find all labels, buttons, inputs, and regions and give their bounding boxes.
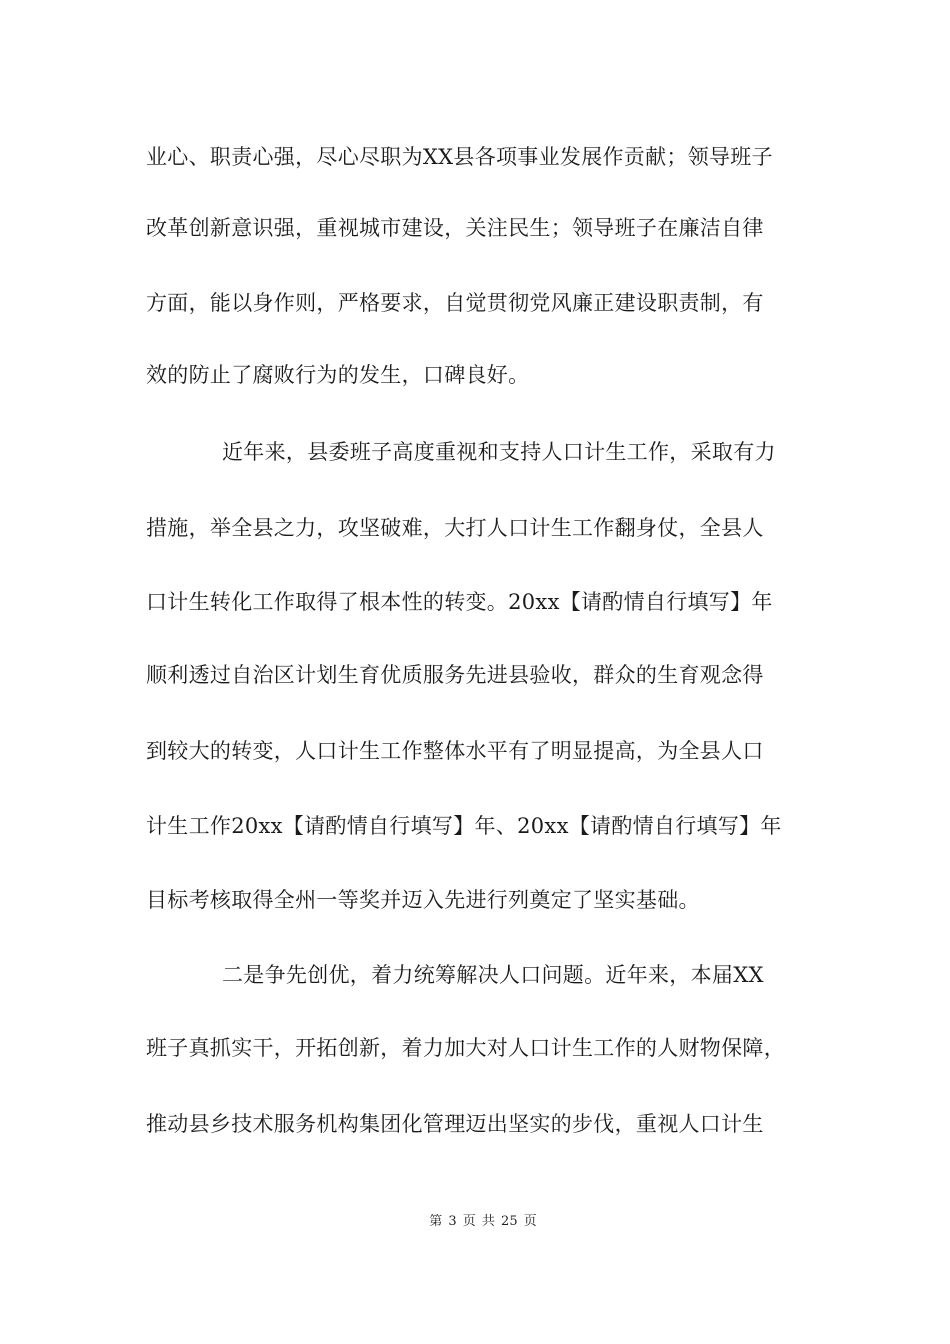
paragraph-line: 推动县乡技术服务机构集团化管理迈出坚实的步伐，重视人口计生 bbox=[146, 1112, 764, 1136]
paragraph-line: 近年来，县委班子高度重视和支持人口计生工作，采取有力 bbox=[222, 440, 776, 464]
paragraph-line: 改革创新意识强，重视城市建设，关注民生；领导班子在廉洁自律 bbox=[146, 216, 764, 240]
paragraph-line: 口计生转化工作取得了根本性的转变。20xx【请酌情自行填写】年 bbox=[146, 590, 773, 614]
paragraph-line: 班子真抓实干，开拓创新，着力加大对人口计生工作的人财物保障， bbox=[146, 1036, 785, 1060]
paragraph-line: 到较大的转变，人口计生工作整体水平有了明显提高，为全县人口 bbox=[146, 739, 764, 763]
paragraph-line: 二是争先创优，着力统筹解决人口问题。近年来，本届XX bbox=[222, 963, 764, 987]
paragraph-line: 业心、职责心强，尽心尽职为XX县各项事业发展作贡献；领导班子 bbox=[146, 145, 773, 169]
paragraph-line: 效的防止了腐败行为的发生，口碑良好。 bbox=[146, 363, 530, 387]
paragraph-line: 措施，举全县之力，攻坚破难，大打人口计生工作翻身仗，全县人 bbox=[146, 516, 764, 540]
paragraph-line: 顺利透过自治区计划生育优质服务先进县验收，群众的生育观念得 bbox=[146, 663, 764, 687]
page-footer: 第 3 页 共 25 页 bbox=[429, 1214, 537, 1229]
paragraph-line: 方面，能以身作则，严格要求，自觉贯彻党风廉正建设职责制，有 bbox=[146, 291, 764, 315]
paragraph-line: 目标考核取得全州一等奖并迈入先进行列奠定了坚实基础。 bbox=[146, 888, 700, 912]
paragraph-line: 计生工作20xx【请酌情自行填写】年、20xx【请酌情自行填写】年 bbox=[146, 814, 782, 838]
